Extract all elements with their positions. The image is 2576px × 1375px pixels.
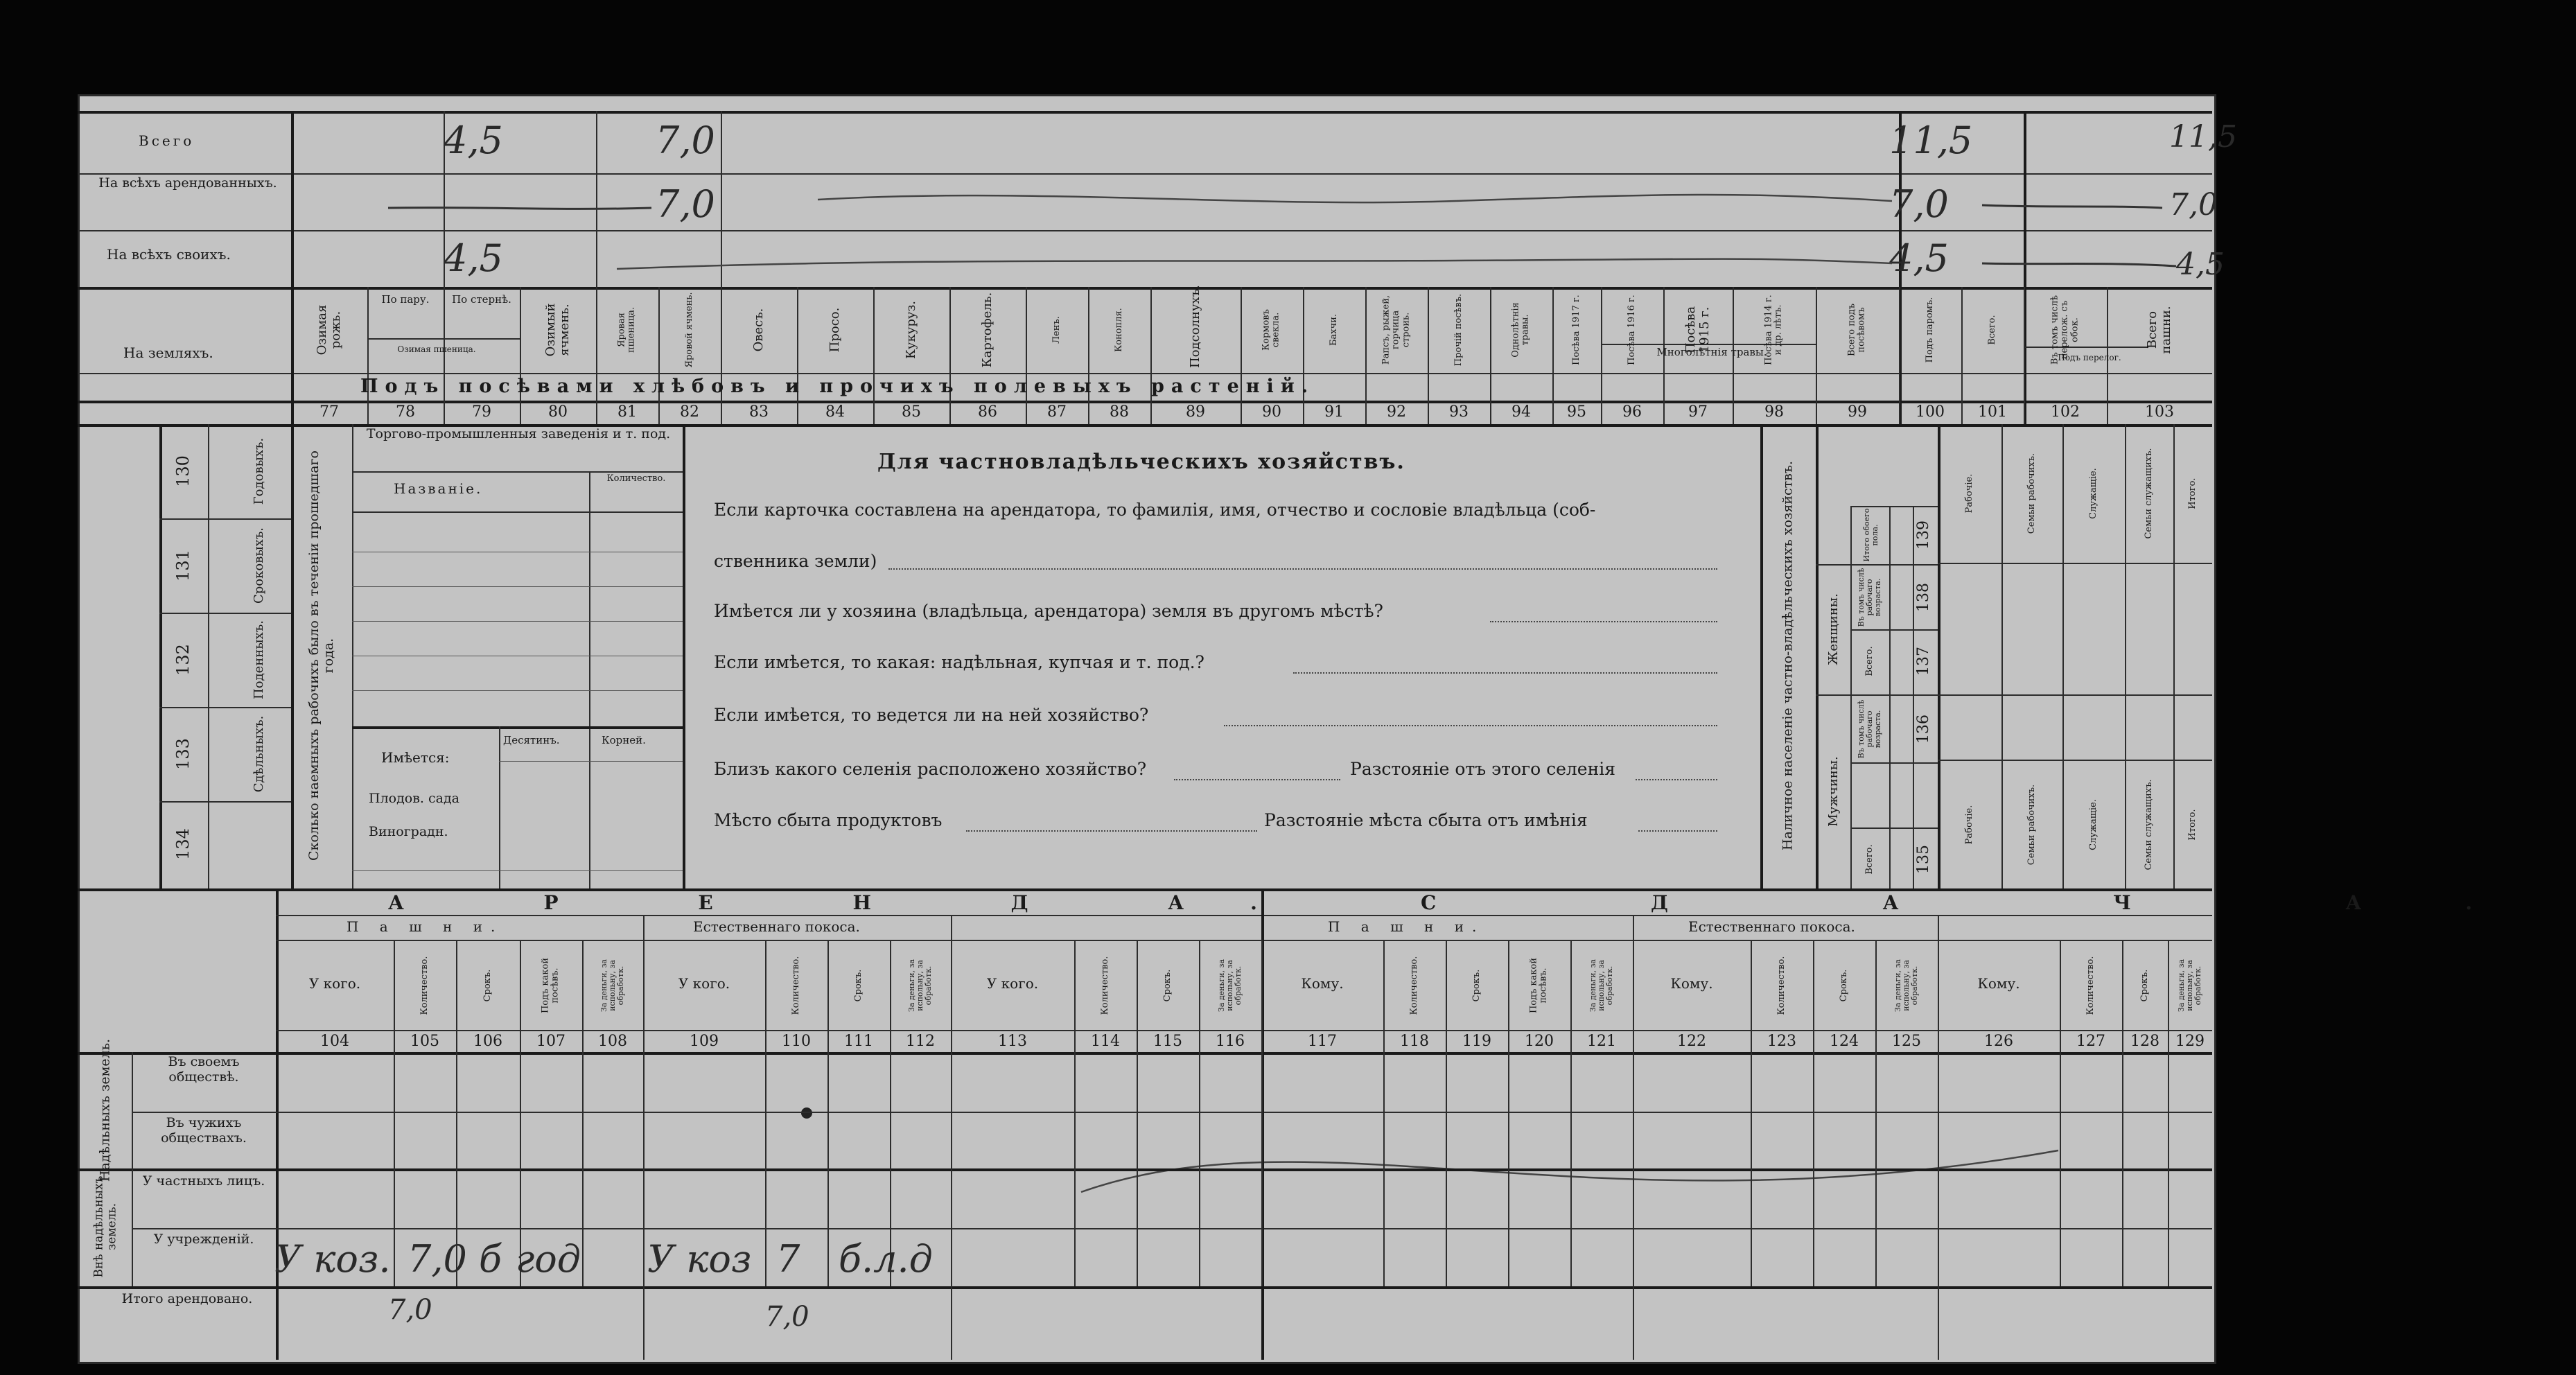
pop-women-workers: Въ томъ числѣ рабочаго возраста. xyxy=(1856,568,1883,627)
lower-col-line xyxy=(1446,940,1447,1286)
lower-num-107: 107 xyxy=(536,1033,566,1050)
hw-c99-leased: 7,0 xyxy=(1889,182,1949,226)
winter-wheat-label: Озимая пшеница. xyxy=(397,344,476,354)
crop-num-83: 83 xyxy=(749,403,769,421)
crop-header-1: Озимая рожь. xyxy=(315,304,343,356)
workers-col-top-5: Итого. xyxy=(2187,478,2198,509)
crop-header-23: Всего подъ посѣвомъ xyxy=(1846,303,1867,357)
lower-num-115: 115 xyxy=(1153,1033,1182,1050)
crop-num-84: 84 xyxy=(825,403,845,421)
crop-header-24: Подъ паромъ. xyxy=(1924,297,1935,363)
crop-header-20: Посѣва 1916 г. xyxy=(1626,295,1637,365)
crop-header-4: Озимый ячмень. xyxy=(543,303,572,357)
lower-header-124: Срокъ. xyxy=(1838,969,1849,1002)
trade-des: Десятинъ. xyxy=(503,734,560,746)
crop-header-18: Однолѣтнія травы. xyxy=(1510,302,1531,358)
crop-num-101: 101 xyxy=(1978,403,2007,421)
crop-num-77: 77 xyxy=(319,403,339,421)
lower-col-line xyxy=(1508,940,1509,1286)
crop-header-13: Подсолнухъ. xyxy=(1188,285,1203,368)
private-q5: Близъ какого селенія расположено хозяйство? xyxy=(714,759,1147,779)
arenda-pokos: Естественнаго покоса. xyxy=(693,918,860,935)
hw-c78-own: 4,5 xyxy=(444,236,503,280)
crop-num-85: 85 xyxy=(902,403,921,421)
lower-header-115: Срокъ. xyxy=(1162,969,1173,1002)
lower-header-111: Срокъ. xyxy=(852,969,864,1002)
crop-header-14: Кормовъ свекла. xyxy=(1261,309,1281,351)
lower-col-line xyxy=(765,940,766,1286)
lower-header-104: У кого. xyxy=(308,975,361,992)
hw-c103-total: 11,5 xyxy=(2169,119,2237,155)
row-itogo: Итого арендовано. xyxy=(121,1291,253,1306)
pop-itogo-both: Итого обоего пола. xyxy=(1861,508,1880,562)
lower-num-117: 117 xyxy=(1308,1033,1337,1050)
crop-header-2: По пару. xyxy=(381,293,430,306)
lower-num-114: 114 xyxy=(1091,1033,1120,1050)
row-own-society: Въ своемъ обществѣ. xyxy=(168,1054,240,1085)
crop-header-21: Посѣва 1915 г. xyxy=(1683,306,1712,354)
crop-num-98: 98 xyxy=(1764,403,1784,421)
crop-header-10: Картофель. xyxy=(980,292,995,368)
lower-num-126: 126 xyxy=(1984,1033,2013,1050)
lower-num-123: 123 xyxy=(1767,1033,1796,1050)
crop-num-91: 91 xyxy=(1324,403,1344,421)
livestock-num-130: 130 xyxy=(173,455,193,487)
lower-num-118: 118 xyxy=(1400,1033,1429,1050)
livestock-num-132: 132 xyxy=(173,644,193,676)
hw-c103-own: 4,5 xyxy=(2176,247,2225,282)
crop-header-17: Прочій посѣвъ. xyxy=(1453,293,1464,367)
pop-women-total: Всего. xyxy=(1864,646,1875,676)
lower-num-113: 113 xyxy=(998,1033,1027,1050)
lower-col-line xyxy=(1074,940,1076,1286)
crop-num-103: 103 xyxy=(2145,403,2174,421)
row-leased-label: На всѣхъ арендованныхъ. xyxy=(98,175,277,191)
lower-header-128: Срокъ. xyxy=(2139,969,2150,1002)
lower-col-line xyxy=(1383,940,1385,1286)
livestock-label-1: Годовыхъ. xyxy=(252,437,267,505)
crop-header-9: Кукуруз. xyxy=(904,301,919,360)
lower-col-line xyxy=(1199,940,1200,1286)
population-title: Наличное населеніе частно-владѣльческихъ хозяйствъ. xyxy=(1780,461,1796,850)
hw-c99-total: 11,5 xyxy=(1889,119,1973,162)
row-own-label: На всѣхъ своихъ. xyxy=(107,246,231,263)
sdacha-pashni: П а ш н и. xyxy=(1328,918,1485,935)
lower-col-line xyxy=(520,940,521,1286)
workers-col-bottom-4: Семьи служащихъ. xyxy=(2143,779,2154,870)
arenda-banner: А Р Е Н Д А. xyxy=(388,891,1324,914)
lower-num-108: 108 xyxy=(598,1033,627,1050)
lower-num-125: 125 xyxy=(1892,1033,1921,1050)
lower-header-119: Срокъ. xyxy=(1471,969,1482,1002)
lower-col-line xyxy=(1633,940,1634,1286)
lower-col-line xyxy=(1813,940,1814,1286)
private-q4: Если имѣется, то ведется ли на ней хозяйство? xyxy=(714,705,1149,725)
workers-col-top-4: Семьи служащихъ. xyxy=(2143,448,2154,539)
hw-c82-leased: 7,0 xyxy=(656,182,715,226)
lower-header-125: За деньги, за испольну, за обработк. xyxy=(1893,958,1920,1013)
hw-a106: год xyxy=(516,1237,581,1281)
lower-num-128: 128 xyxy=(2130,1033,2159,1050)
hw-a109: У коз xyxy=(647,1237,752,1281)
private-title: Для частновладѣльческихъ хозяйствъ. xyxy=(877,450,1405,474)
trade-orchards: Плодов. сада xyxy=(369,791,459,806)
crop-num-93: 93 xyxy=(1449,403,1469,421)
hw-a111: б.л.д xyxy=(839,1237,933,1281)
hw-a104: У коз. xyxy=(274,1237,391,1281)
pop-men-workers: Въ томъ числѣ рабочаго возраста. xyxy=(1856,699,1883,759)
crop-header-6: Яровой ячмень. xyxy=(683,292,694,368)
pop-num-138: 138 xyxy=(1914,583,1932,612)
private-q6: Мѣсто сбыта продуктовъ xyxy=(714,810,943,830)
livestock-num-133: 133 xyxy=(173,738,193,770)
crop-header-27: Всего пашни. xyxy=(2145,306,2173,354)
arenda-pashni: П а ш н и. xyxy=(347,918,504,935)
hw-a105: 7,0 б xyxy=(408,1237,502,1281)
row-institutions: У учрежденій. xyxy=(153,1232,254,1247)
lower-num-109: 109 xyxy=(690,1033,719,1050)
lower-header-116: За деньги, за испольну, за обработк. xyxy=(1216,958,1243,1013)
lower-header-113: У кого. xyxy=(986,975,1039,992)
lower-header-122: Кому. xyxy=(1670,975,1713,992)
lower-header-110: Количество. xyxy=(790,956,801,1015)
sdacha-pokos: Естественнаго покоса. xyxy=(1688,918,1855,935)
livestock-label-4: Сдѣльныхъ. xyxy=(252,715,267,793)
lower-num-129: 129 xyxy=(2175,1033,2205,1050)
crop-header-26: Въ томъ числѣ перелож. съ обок. xyxy=(2049,295,2080,365)
lower-num-120: 120 xyxy=(1525,1033,1554,1050)
crop-num-87: 87 xyxy=(1047,403,1067,421)
lower-header-112: За деньги, за испольну, за обработк. xyxy=(906,958,934,1013)
crop-num-95: 95 xyxy=(1567,403,1586,421)
crop-header-12: Конопля. xyxy=(1113,308,1124,352)
pop-men-total: Всего. xyxy=(1864,844,1875,875)
crop-num-96: 96 xyxy=(1622,403,1642,421)
private-q6b: Разстояніе мѣста сбыта отъ имѣнія xyxy=(1264,810,1588,830)
crop-num-81: 81 xyxy=(617,403,637,421)
crop-num-80: 80 xyxy=(548,403,568,421)
pop-num-135: 135 xyxy=(1914,845,1932,874)
trade-vineyards: Виноградн. xyxy=(369,824,448,839)
row-lands-label: На земляхъ. xyxy=(123,344,213,361)
lower-col-line xyxy=(1261,940,1263,1286)
lower-header-105: Количество. xyxy=(419,956,430,1015)
fallow-label: Подъ перелог. xyxy=(2058,353,2121,362)
pop-num-136: 136 xyxy=(1914,715,1932,744)
perennial-label: Многолѣтнія травы. xyxy=(1656,346,1767,358)
crop-num-88: 88 xyxy=(1110,403,1129,421)
pop-num-139: 139 xyxy=(1914,520,1932,550)
lower-header-129: За деньги, за испольну, за обработк. xyxy=(2176,958,2203,1013)
lower-col-line xyxy=(582,940,584,1286)
lower-num-104: 104 xyxy=(320,1033,349,1050)
crop-num-102: 102 xyxy=(2051,403,2080,421)
lower-num-124: 124 xyxy=(1830,1033,1859,1050)
trade-qty-col: Количество. xyxy=(606,473,666,484)
lower-col-line xyxy=(2168,940,2169,1286)
crop-num-97: 97 xyxy=(1688,403,1708,421)
private-q1b: ственника земли) xyxy=(714,551,877,571)
lower-col-line xyxy=(394,940,395,1286)
lower-header-120: Подъ какой посѣвъ. xyxy=(1528,957,1549,1014)
workers-col-bottom-5: Итого. xyxy=(2187,809,2198,841)
crop-header-19: Посѣва 1917 г. xyxy=(1570,295,1581,365)
hw-c82-total: 7,0 xyxy=(656,119,715,162)
crop-num-100: 100 xyxy=(1916,403,1945,421)
lower-num-112: 112 xyxy=(906,1033,935,1050)
hw-c99-own: 4,5 xyxy=(1889,236,1949,280)
lower-header-118: Количество. xyxy=(1408,956,1419,1015)
crop-header-16: Рапсъ, рыжей, горчица строиь. xyxy=(1381,295,1412,365)
crop-num-82: 82 xyxy=(680,403,699,421)
lower-col-line xyxy=(643,940,645,1286)
livestock-num-131: 131 xyxy=(173,550,193,581)
crop-num-99: 99 xyxy=(1848,403,1867,421)
crop-num-79: 79 xyxy=(472,403,491,421)
row-private: У частныхъ лицъ. xyxy=(142,1173,265,1189)
lower-header-127: Количество. xyxy=(2085,956,2096,1015)
workers-col-bottom-1: Рабочіе. xyxy=(1963,805,1974,845)
row-other-societies: Въ чужихъ обществахъ. xyxy=(161,1115,247,1146)
lower-col-line xyxy=(2060,940,2061,1286)
lower-num-119: 119 xyxy=(1462,1033,1491,1050)
lower-header-123: Количество. xyxy=(1776,956,1787,1015)
workers-col-top-1: Рабочіе. xyxy=(1963,473,1974,514)
workers-col-bottom-3: Служащіе. xyxy=(2087,799,2099,850)
crop-header-8: Просо. xyxy=(827,307,843,353)
crop-num-78: 78 xyxy=(396,403,415,421)
workers-col-bottom-2: Семьи рабочихъ. xyxy=(2026,784,2037,866)
lower-col-line xyxy=(1875,940,1877,1286)
lower-col-line xyxy=(456,940,457,1286)
hw-itogo-a110: 7,0 xyxy=(765,1301,809,1333)
workers-col-top-2: Семьи рабочихъ. xyxy=(2026,453,2037,534)
livestock-label-3: Поденныхъ. xyxy=(252,620,267,699)
crop-num-94: 94 xyxy=(1512,403,1531,421)
crop-header-25: Всего. xyxy=(1986,315,1997,345)
population-women: Женщины. xyxy=(1826,593,1841,665)
lower-header-106: Срокъ. xyxy=(482,969,493,1002)
crop-num-89: 89 xyxy=(1186,403,1205,421)
lower-header-126: Кому. xyxy=(1977,975,2020,992)
lower-col-line xyxy=(1137,940,1138,1286)
hw-a110: 7 xyxy=(776,1237,800,1281)
lower-header-107: Подъ какой посѣвъ. xyxy=(540,957,561,1014)
crop-num-86: 86 xyxy=(978,403,997,421)
crop-banner: Подъ посѣвами хлѣбовъ и прочихъ полевыхъ растеній. xyxy=(360,376,1315,397)
lower-num-105: 105 xyxy=(410,1033,439,1050)
hw-c78-total: 4,5 xyxy=(444,119,503,162)
crop-header-22: Посѣва 1914 г. и др. лѣтъ. xyxy=(1763,295,1784,365)
lower-num-111: 111 xyxy=(844,1033,873,1050)
workers-col-top-3: Служащіе. xyxy=(2087,468,2099,519)
lower-col-line xyxy=(1751,940,1752,1286)
crop-header-7: Овесъ. xyxy=(751,308,766,352)
lower-header-108: За деньги, за испольну, за обработк. xyxy=(599,958,626,1013)
hw-c103-leased: 7,0 xyxy=(2169,187,2218,222)
pop-num-137: 137 xyxy=(1914,647,1932,676)
nadel-label: Надѣльныхъ земель. xyxy=(97,1038,113,1182)
lower-num-127: 127 xyxy=(2076,1033,2105,1050)
trade-roots: Корней. xyxy=(602,734,646,746)
private-q1a: Если карточка составлена на арендатора, то фамилія, имя, отчество и сословіе владѣльца (соб- xyxy=(714,500,1596,520)
row-total-label: Всего xyxy=(139,132,195,149)
crop-header-11: Ленъ. xyxy=(1051,316,1062,344)
livestock-label-2: Сроковыхъ. xyxy=(252,527,267,604)
crop-num-90: 90 xyxy=(1262,403,1281,421)
population-men: Мужчины. xyxy=(1826,756,1841,827)
livestock-num-134: 134 xyxy=(173,828,193,860)
lower-num-122: 122 xyxy=(1677,1033,1706,1050)
lower-num-110: 110 xyxy=(782,1033,811,1050)
trade-title: Торгово-промышленныя заведенія и т. под. xyxy=(366,426,671,441)
lower-header-109: У кого. xyxy=(678,975,730,992)
trade-name-col: Названіе. xyxy=(394,480,483,497)
lower-col-line xyxy=(2122,940,2123,1286)
hired-workers-question: Сколько наемныхъ рабочихъ было въ теченіи прошедшаго года. xyxy=(306,450,336,861)
lower-col-line xyxy=(1938,940,1939,1286)
crop-header-15: Бахчи. xyxy=(1328,313,1339,347)
lower-num-121: 121 xyxy=(1587,1033,1616,1050)
hw-itogo-a105: 7,0 xyxy=(388,1294,432,1326)
crop-num-92: 92 xyxy=(1387,403,1406,421)
crop-header-3: По стернѣ. xyxy=(452,293,511,306)
lower-num-116: 116 xyxy=(1216,1033,1245,1050)
private-q5b: Разстояніе отъ этого селенія xyxy=(1350,759,1616,779)
trade-has: Имѣется: xyxy=(381,749,450,766)
lower-header-117: Кому. xyxy=(1301,975,1344,992)
lower-header-121: За деньги, за испольну, за обработк. xyxy=(1588,958,1615,1013)
lower-col-line xyxy=(1570,940,1572,1286)
lower-col-line xyxy=(827,940,829,1286)
lower-num-106: 106 xyxy=(473,1033,502,1050)
lower-col-line xyxy=(890,940,891,1286)
sdacha-banner: С Д А Ч А. xyxy=(1421,891,2576,914)
private-q3: Если имѣется, то какая: надѣльная, купчая и т. под.? xyxy=(714,652,1204,672)
vne-nadel-label: Внѣ надѣльныхъ земель. xyxy=(91,1175,119,1278)
lower-col-line xyxy=(951,940,952,1286)
private-q2: Имѣется ли у хозяина (владѣльца, арендатора) земля въ другомъ мѣстѣ? xyxy=(714,601,1383,621)
crop-header-5: Яровая пшеница. xyxy=(616,307,637,353)
lower-header-114: Количество. xyxy=(1099,956,1110,1015)
